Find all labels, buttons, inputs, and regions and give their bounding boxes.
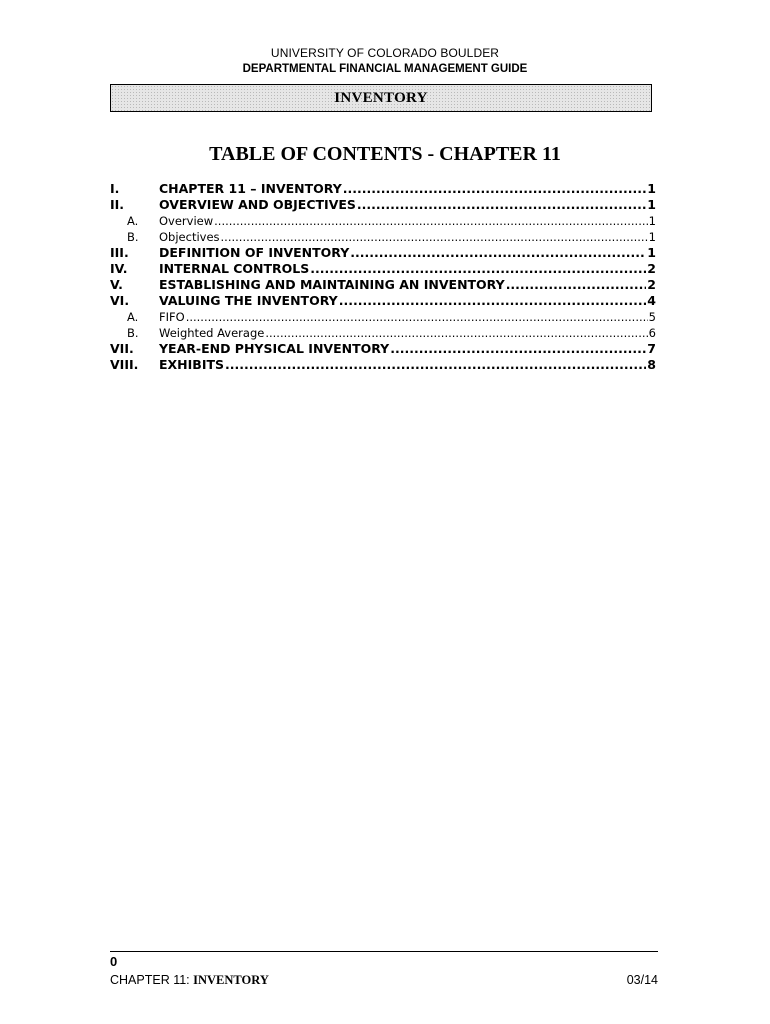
toc-leader-dots: [225, 357, 646, 373]
toc-entry-page: 7: [647, 341, 656, 356]
toc-leader-dots: [357, 197, 646, 213]
toc-entry[interactable]: [110, 181, 656, 197]
toc-entry-label: Overview: [159, 214, 214, 228]
toc-entry-number: II.: [110, 197, 125, 212]
toc-entry-number: B.: [127, 326, 139, 340]
toc-subentry[interactable]: [110, 229, 656, 245]
university-header: UNIVERSITY OF COLORADO BOULDER: [270, 46, 500, 60]
footer-chapter-name: INVENTORY: [193, 973, 269, 987]
toc-entry-label: Objectives: [159, 230, 220, 244]
toc-list: [110, 181, 656, 373]
toc-entry-page: 2: [647, 261, 656, 276]
toc-entry[interactable]: [110, 357, 656, 373]
toc-entry-label: Weighted Average: [159, 326, 265, 340]
toc-subentry[interactable]: [110, 309, 656, 325]
toc-entry[interactable]: [110, 277, 656, 293]
toc-entry-label: FIFO: [159, 310, 185, 324]
toc-entry-page: 4: [647, 293, 656, 308]
toc-entry-number: VIII.: [110, 357, 139, 372]
toc-entry-page: 1: [648, 230, 656, 244]
toc-entry-page: 6: [648, 326, 656, 340]
toc-entry-number: A.: [127, 310, 139, 324]
toc-leader-dots: [339, 293, 647, 309]
toc-entry-label: OVERVIEW AND OBJECTIVES: [159, 197, 356, 212]
toc-leader-dots: [350, 245, 646, 261]
toc-title: TABLE OF CONTENTS - CHAPTER 11: [209, 143, 561, 165]
toc-leader-dots: [310, 261, 646, 277]
footer-chapter-prefix: CHAPTER 11:: [110, 973, 194, 987]
toc-entry-number: I.: [110, 181, 120, 196]
toc-entry-label: CHAPTER 11 – INVENTORY: [159, 181, 342, 196]
footer-date: 03/14: [626, 973, 658, 987]
toc-entry[interactable]: [110, 197, 656, 213]
toc-leader-dots: [186, 309, 648, 325]
toc-leader-dots: [265, 325, 647, 341]
toc-leader-dots: [506, 277, 647, 293]
toc-entry-label: INTERNAL CONTROLS: [159, 261, 310, 276]
guide-header: DEPARTMENTAL FINANCIAL MANAGEMENT GUIDE: [242, 63, 528, 75]
toc-entry-page: 1: [648, 214, 656, 228]
footer-page-number: 0: [110, 954, 118, 969]
toc-entry-label: DEFINITION OF INVENTORY: [159, 245, 350, 260]
toc-entry-page: 1: [647, 245, 656, 260]
toc-entry-page: 8: [647, 357, 656, 372]
toc-entry-page: 5: [648, 310, 656, 324]
toc-leader-dots: [390, 341, 646, 357]
toc-entry-label: ESTABLISHING AND MAINTAINING AN INVENTORY: [159, 277, 505, 292]
toc-entry-number: IV.: [110, 261, 128, 276]
toc-entry[interactable]: [110, 261, 656, 277]
toc-entry[interactable]: [110, 341, 656, 357]
toc-entry-page: 1: [647, 197, 656, 212]
toc-leader-dots: [214, 213, 648, 229]
toc-entry-number: VII.: [110, 341, 134, 356]
chapter-banner: [110, 84, 652, 112]
toc-entry-number: V.: [110, 277, 123, 292]
toc-entry-page: 1: [647, 181, 656, 196]
toc-entry-page: 2: [647, 277, 656, 292]
footer-divider: [110, 951, 658, 952]
chapter-banner-title: INVENTORY: [334, 90, 428, 106]
toc-entry-label: EXHIBITS: [159, 357, 224, 372]
footer-chapter: [110, 973, 269, 988]
toc-entry-label: VALUING THE INVENTORY: [159, 293, 338, 308]
toc-entry-number: A.: [127, 214, 139, 228]
toc-entry-number: B.: [127, 230, 139, 244]
toc-entry-label: YEAR-END PHYSICAL INVENTORY: [159, 341, 390, 356]
toc-entry[interactable]: [110, 293, 656, 309]
toc-subentry[interactable]: [110, 325, 656, 341]
toc-leader-dots: [343, 181, 647, 197]
toc-subentry[interactable]: [110, 213, 656, 229]
toc-entry-number: VI.: [110, 293, 130, 308]
toc-entry[interactable]: [110, 245, 656, 261]
toc-entry-number: III.: [110, 245, 129, 260]
toc-leader-dots: [221, 229, 648, 245]
